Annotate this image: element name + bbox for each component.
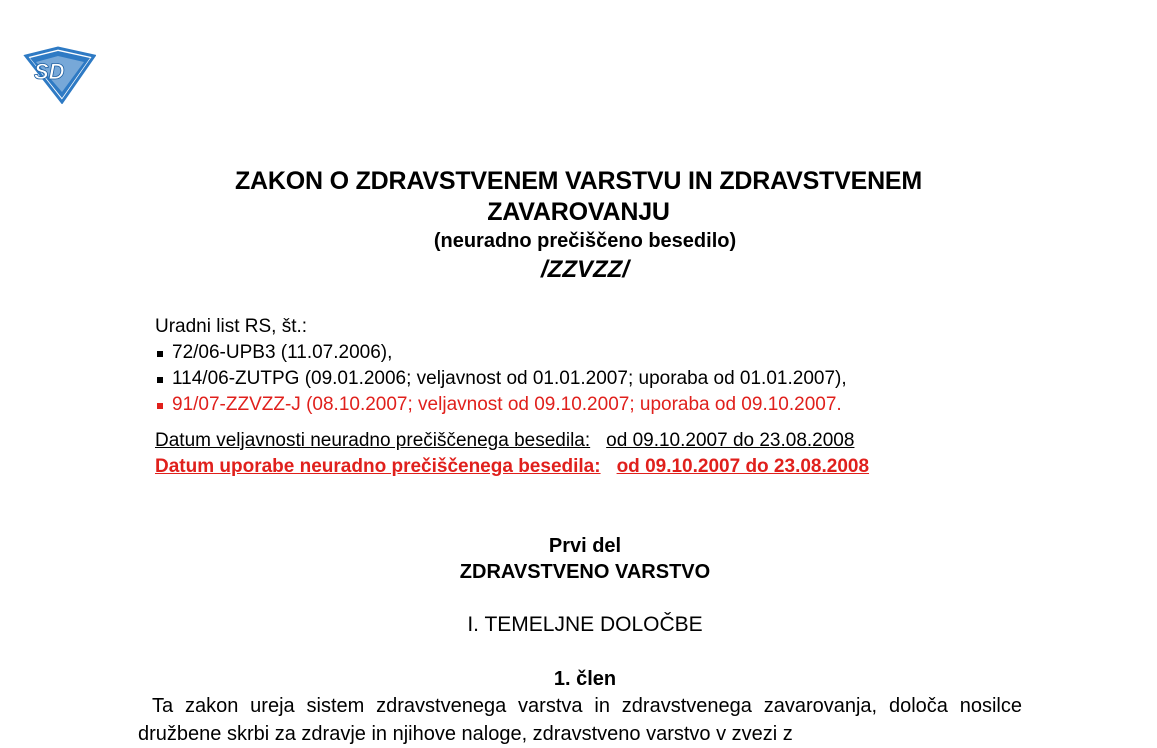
validity-block (155, 428, 869, 480)
validity-label: Datum veljavnosti neuradno prečiščenega besedila: (155, 430, 591, 451)
gazette-references (155, 314, 847, 418)
part-name: ZDRAVSTVENO VARSTVO (459, 561, 711, 583)
gazette-list (155, 340, 847, 418)
list-item: 114/06-ZUTPG (09.01.2006; veljavnost od 01.01.2007; uporaba od 01.01.2007), (155, 366, 847, 392)
article-text: Ta zakon ureja sistem zdravstvenega varstva in zdravstvenega zavarovanja, določa nosilce družbene skrbi za zdravje in njihove naloge, zdravstveno varstvo v zvezi z (138, 695, 1022, 745)
svg-text:SD: SD (34, 59, 65, 84)
list-item: 72/06-UPB3 (11.07.2006), (155, 340, 847, 366)
usage-value: od 09.10.2007 do 23.08.2008 (616, 456, 870, 477)
part-heading (0, 533, 1157, 585)
validity-value: od 09.10.2007 do 23.08.2008 (606, 430, 855, 451)
title-line-2: ZAVAROVANJU (487, 198, 670, 226)
chapter-heading: I. TEMELJNE DOLOČBE (467, 613, 703, 636)
sd-shield-logo-icon (22, 46, 96, 104)
document-subtitle: (neuradno prečiščeno besedilo) (433, 230, 737, 252)
document-abbreviation: /ZZVZZ/ (541, 256, 629, 283)
list-item: 91/07-ZZVZZ-J (08.10.2007; veljavnost od 09.10.2007; uporaba od 09.10.2007. (155, 392, 847, 418)
gazette-label: Uradni list RS, št.: (155, 316, 308, 337)
title-line-1: ZAKON O ZDRAVSTVENEM VARSTVU IN ZDRAVSTVENEM (234, 167, 923, 195)
validity-row (155, 428, 869, 454)
usage-label: Datum uporabe neuradno prečiščenega besedila: (155, 456, 601, 477)
usage-row (155, 454, 869, 480)
article-heading: 1. člen (553, 668, 617, 690)
part-number: Prvi del (548, 535, 622, 557)
document-title (0, 166, 1157, 228)
